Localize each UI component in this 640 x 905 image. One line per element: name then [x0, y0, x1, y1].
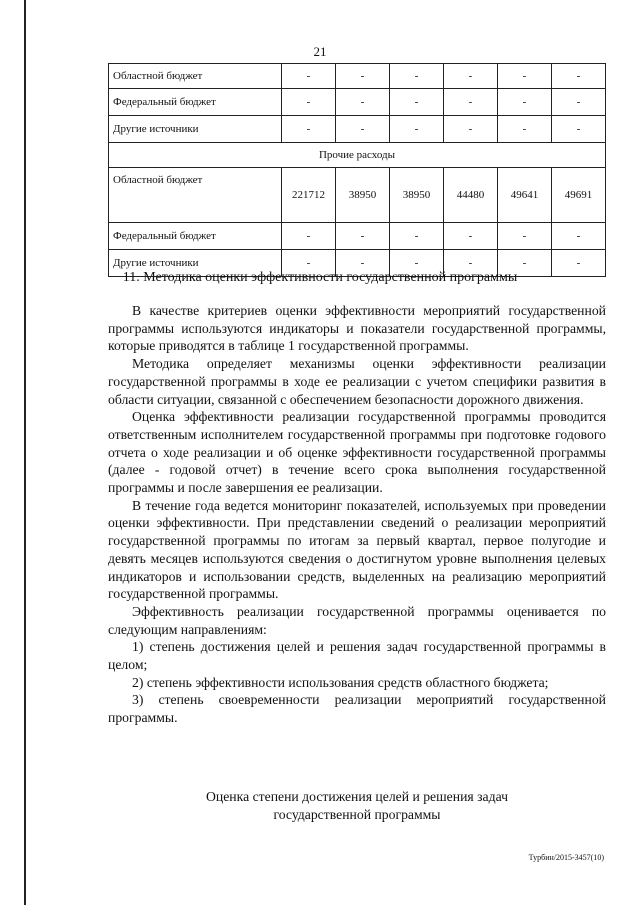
row-label: Федеральный бюджет — [109, 89, 282, 116]
table-cell: - — [282, 89, 336, 116]
budget-table — [108, 63, 606, 277]
paragraph: Методика определяет механизмы оценки эффективности реализации государственной программы в ходе ее реализации с учетом специфики развития в области ситуации, связанной с обеспечением безопасности дорожного движения. — [108, 356, 606, 407]
table-cell: - — [552, 64, 606, 89]
paragraph: Оценка эффективности реализации государственной программы проводится ответственным исполнителем государственной программы при подготовке годового отчета о ходе реализации и об оценке эффективности государственной программы (далее - годовой отчет) в течение всего срока выполнения государственной программы и после завершения ее реализации. — [108, 409, 606, 496]
table-cell: - — [282, 116, 336, 143]
table-cell: - — [444, 116, 498, 143]
table-cell: - — [390, 89, 444, 116]
table-row — [109, 223, 606, 250]
table-cell: - — [336, 89, 390, 116]
table-cell: 49641 — [498, 168, 552, 223]
table-row — [109, 64, 606, 89]
table-cell: 221712 — [282, 168, 336, 223]
list-item: 3) степень своевременности реализации мероприятий государственной программы. — [108, 692, 606, 726]
table-cell: - — [336, 250, 390, 277]
table-cell: - — [282, 64, 336, 89]
subheading-line: Оценка степени достижения целей и решения задач — [206, 789, 508, 804]
table-cell: - — [336, 64, 390, 89]
body-text — [108, 302, 606, 727]
table-cell: 38950 — [390, 168, 444, 223]
list-item: 1) степень достижения целей и решения задач государственной программы в целом; — [108, 639, 606, 673]
left-margin-rule — [24, 0, 26, 905]
subsection-heading — [108, 788, 606, 824]
document-code: Турбин/2015-3457(10) — [528, 853, 604, 862]
table-cell: 44480 — [444, 168, 498, 223]
paragraph: В качестве критериев оценки эффективности мероприятий государственной программы используются индикаторы и показатели государственной программы, которые приводятся в таблице 1 государственной программы. — [108, 303, 606, 354]
table-cell: - — [552, 116, 606, 143]
table-cell: - — [390, 64, 444, 89]
section-title: Прочие расходы — [109, 143, 606, 168]
table-cell: - — [282, 223, 336, 250]
row-label: Федеральный бюджет — [109, 223, 282, 250]
table-cell: 38950 — [336, 168, 390, 223]
row-label: Областной бюджет — [109, 168, 282, 223]
row-label: Другие источники — [109, 250, 282, 277]
list-item: 2) степень эффективности использования средств областного бюджета; — [132, 674, 549, 690]
table-row — [109, 89, 606, 116]
table-cell: - — [336, 116, 390, 143]
table-cell: - — [498, 89, 552, 116]
table-cell: - — [552, 223, 606, 250]
table-cell: - — [282, 250, 336, 277]
row-label: Другие источники — [109, 116, 282, 143]
table-cell: - — [444, 250, 498, 277]
table-cell: - — [498, 116, 552, 143]
table-cell: - — [390, 250, 444, 277]
table-cell: - — [498, 64, 552, 89]
table-cell: - — [552, 250, 606, 277]
table-cell: - — [552, 89, 606, 116]
table-row — [109, 116, 606, 143]
table-row — [109, 168, 606, 223]
page-number: 21 — [313, 44, 327, 59]
paragraph: Эффективность реализации государственной программы оценивается по следующим направлениям: — [108, 603, 606, 637]
table-cell: - — [498, 250, 552, 277]
table-cell: - — [444, 64, 498, 89]
section-heading: 11. Методика оценки эффективности государственной программы — [122, 270, 518, 285]
table-cell: - — [336, 223, 390, 250]
table-cell: - — [390, 223, 444, 250]
table-cell: 49691 — [552, 168, 606, 223]
table-cell: - — [390, 116, 444, 143]
paragraph: В течение года ведется мониторинг показателей, используемых при проведении оценки эффективности. При представлении сведений о реализации мероприятий государственной программы по итогам за первый квартал, первое полугодие и девять месяцев используются сведения о достигнутом уровне выполнения целевых индикаторов и использовании средств, выделенных на реализацию мероприятий государственной программы. — [108, 497, 606, 602]
table-section-row — [109, 143, 606, 168]
subheading-line: государственной программы — [273, 807, 441, 822]
table-cell: - — [498, 223, 552, 250]
table-cell: - — [444, 89, 498, 116]
table-cell: - — [444, 223, 498, 250]
row-label: Областной бюджет — [109, 64, 282, 89]
